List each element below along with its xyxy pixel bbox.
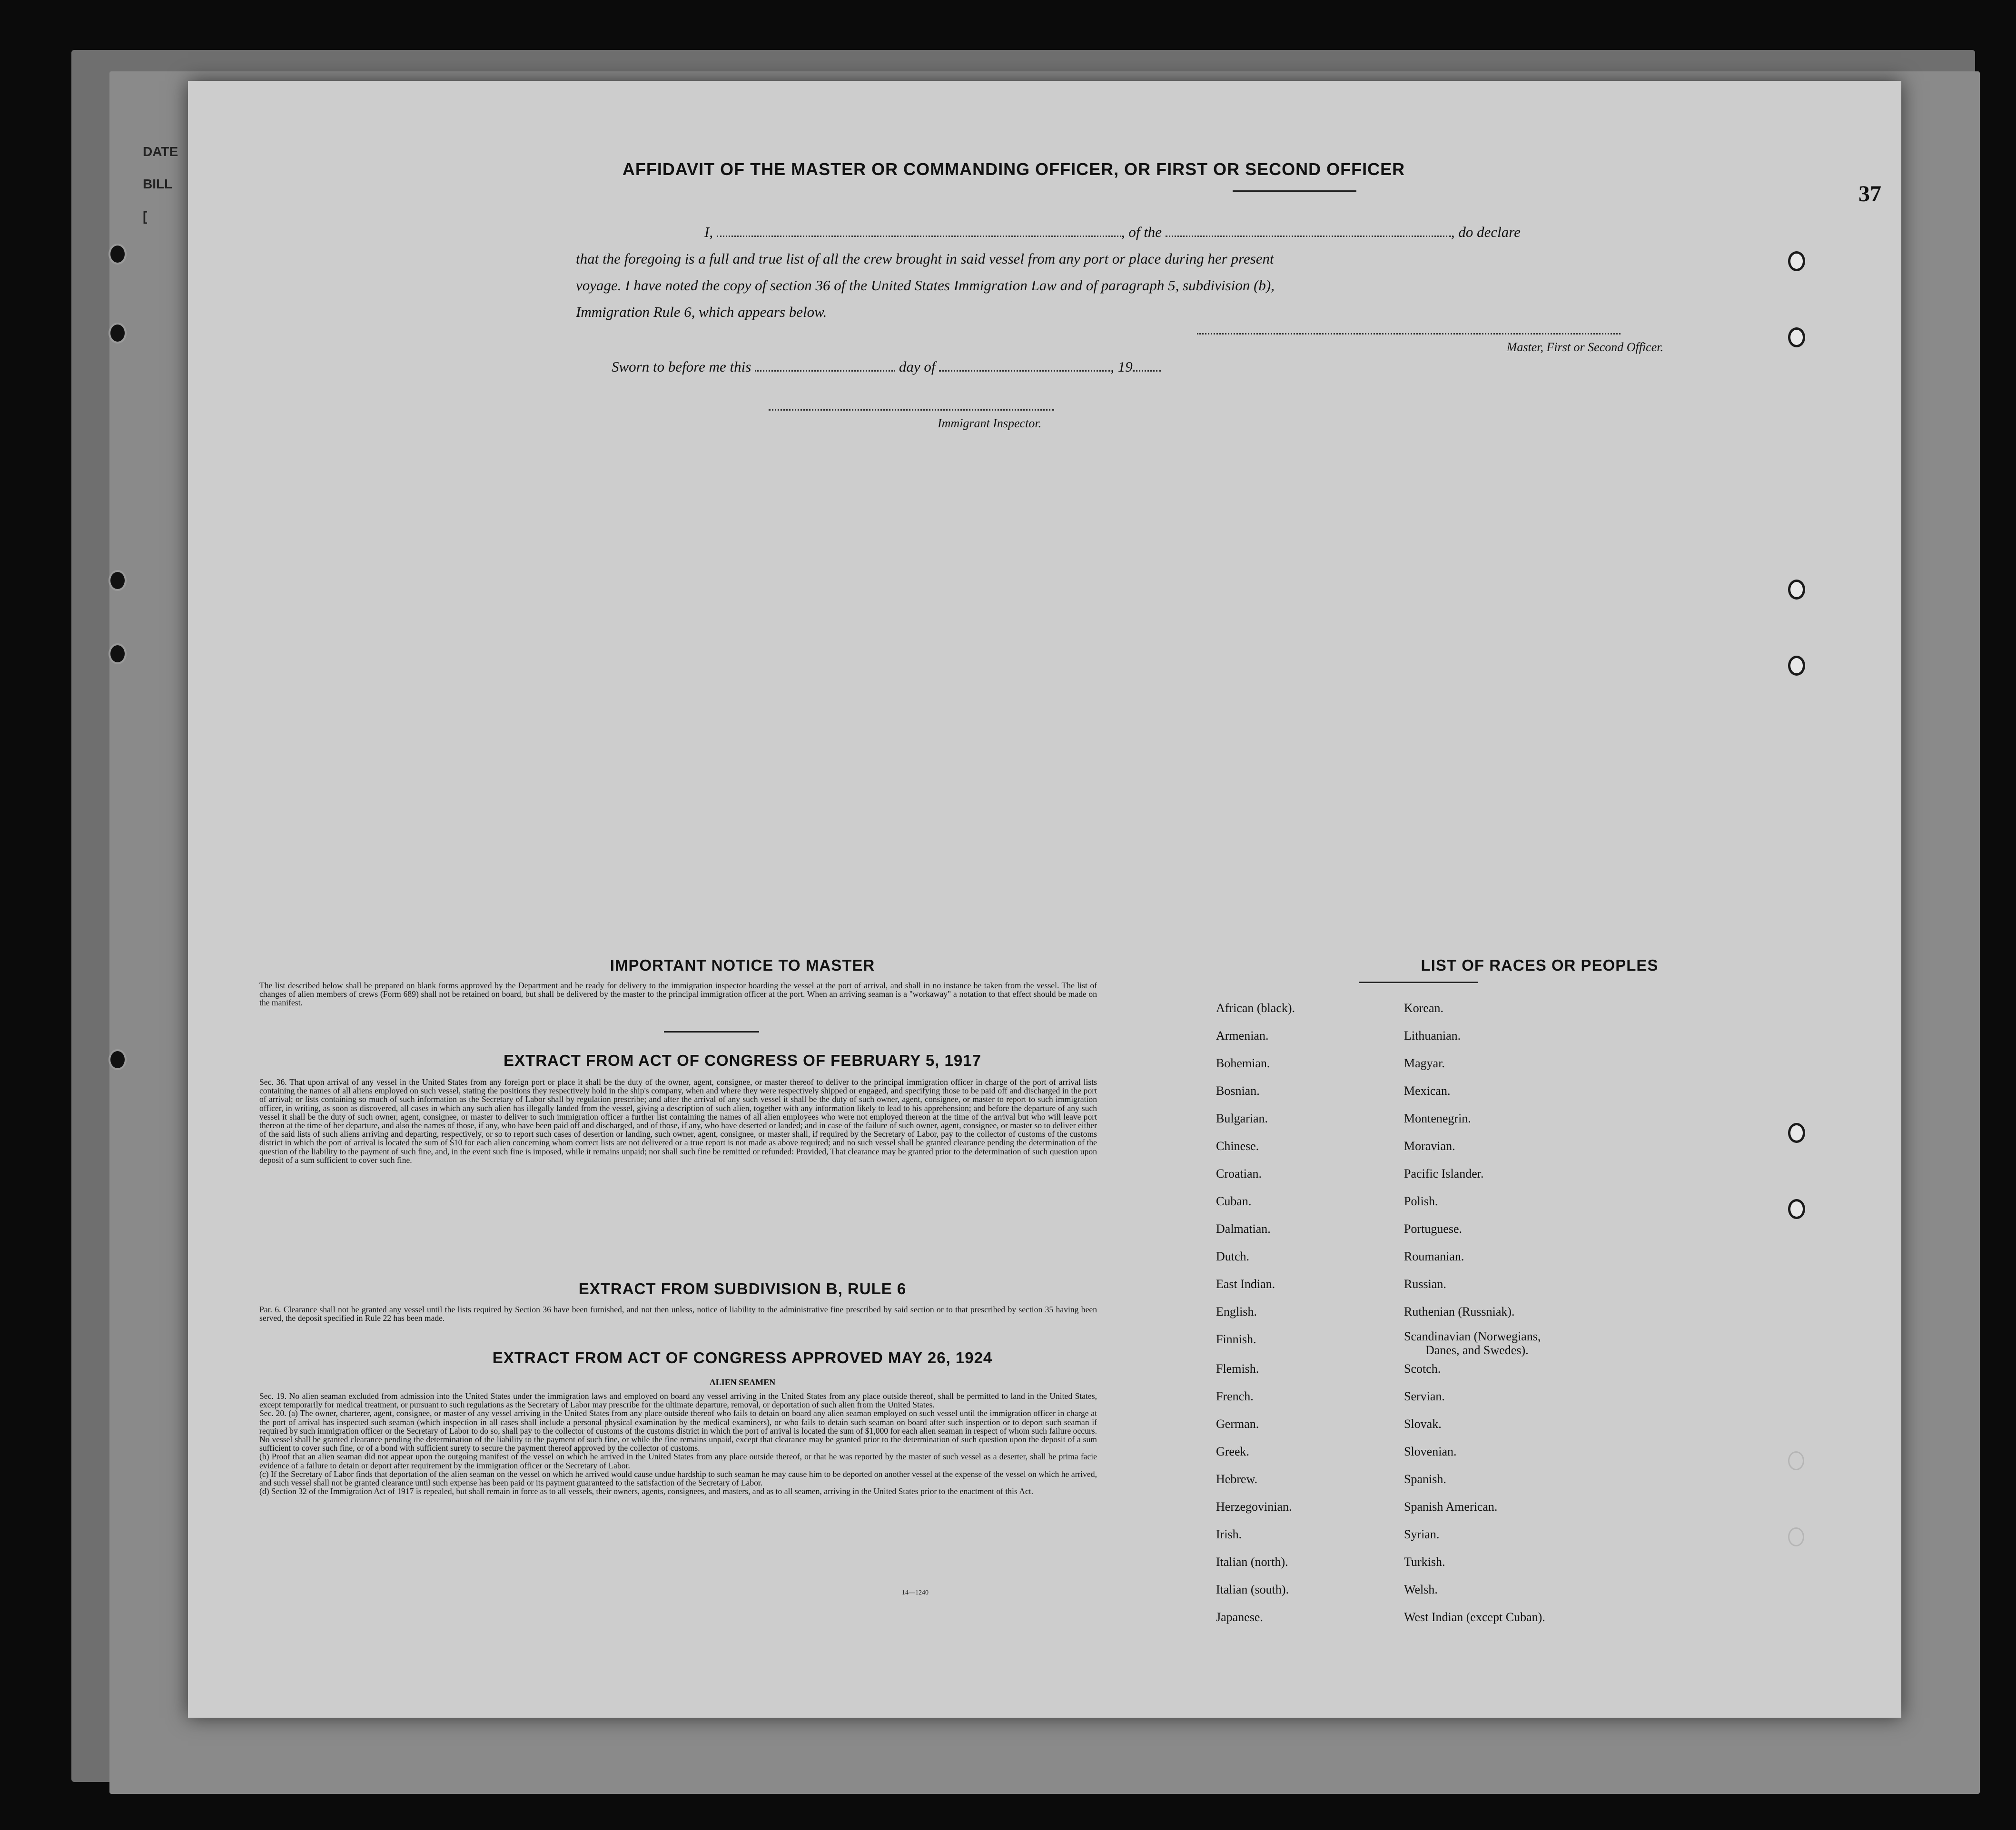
affidavit-line-4: Immigration Rule 6, which appears below.: [576, 304, 827, 320]
race-item: Syrian.: [1404, 1527, 1440, 1541]
extract-1917-text: Sec. 36. That upon arrival of any vessel in the United States from any foreign port or place it shall be the duty of the owner, agent, consignee, or master thereof to deliver to the principal immigration officer in charge of the port of arrival lists containing the names of all aliens employed on such vessel, stating the positions they respectively hold in the ship's company, when and where they were respectively shipped or engaged, and specifying those to be paid off and discharged in the port of arrival; or lists containing so much of such information as the Secretary of Labor shall by regulation prescribe; and after the arrival of any such vessel it shall be the duty of such owner, agent, consignee, or master to report to such immigration officer, in writing, as soon as discovered, all cases in which any such alien has illegally landed from the vessel, giving a description of such alien, together with any information likely to lead to his apprehension; and before the departure of any such vessel it shall be the duty of such owner, agent, consignee, or master to deliver to such immigration officer a further list containing the names of all alien employees who were not employed thereon at the time of the arrival but who will leave port thereon at the time of her departure, and also the names of those, if any, who have been paid off and discharged, and of those, if any, who have deserted or landed; and in case of the failure of such owner, agent, consignee, or master so to deliver either of the said lists of such aliens arriving and departing, respectively, or so to report such cases of desertion or landing, such owner, agent, consignee, or master shall, if required by the Secretary of Labor, pay to the collector of customs of the customs district in which the port of arrival is located the sum of $10 for each alien concerning whom correct lists are not delivered or a true report is not made as above required; and no such vessel shall be granted clearance pending the determination of the question of the liability to the payment of such fine, and, in the event such fine is imposed, while it remains unpaid; nor shall such fine be remitted or refunded: Provided, That clearance may be granted prior to the determination of such question upon deposit of a sum sufficient to cover such fine.: [259, 1077, 1097, 1165]
sec-19: Sec. 19. No alien seaman excluded from admission into the United States under the immigration laws and employed on board any vessel arriving in the United States from any place outside thereof, shall be permitted to land in the United States, except temporarily for medical treatment, or pursuant to such regulations as the Secretary of Labor may prescribe for the ultimate departure, removal, or deportation of such alien from the United States.: [259, 1391, 1097, 1410]
sec-20a: Sec. 20. (a) The owner, charterer, agent, consignee, or master of any vessel arriving in the United States from any place outside thereof who fails to detain on board any alien seaman employed on such vessel until the immigration officer in charge at the port of arrival has inspected such seaman (which inspection in all cases shall include a personal physical examination by the medical examiners), or who fails to detain such seaman on board after such inspection or to deport such seaman if required by such immigration officer or the Secretary of Labor to do so, shall pay to the collector of customs of the customs district in which the port of arrival is located the sum of $1,000 for each alien seaman in respect of whom such failure occurs. No vessel shall be granted clearance pending the determination of the liability to the payment of such fine, or while the fine remains unpaid, except that clearance may be granted prior to the determination of such question upon the deposit of a sum sufficient to cover such fine, or of a bond with sufficient surety to secure the payment thereof approved by the collector of customs.: [259, 1408, 1097, 1453]
notice-title: IMPORTANT NOTICE TO MASTER: [610, 956, 875, 974]
sec-20b: (b) Proof that an alien seaman did not appear upon the outgoing manifest of the vessel on which he arrived in the United States from any place outside thereof, or that he was reported by the master of such vessel as a deserter, shall be prima facie evidence of a failure to detain or deport after requirement by the immigration officer or the Secretary of Labor.: [259, 1452, 1097, 1470]
race-item: Korean.: [1404, 1001, 1444, 1015]
race-item-continuation: Danes, and Swedes).: [1425, 1343, 1529, 1357]
race-item: Slovenian.: [1404, 1445, 1457, 1458]
race-item: English.: [1216, 1305, 1257, 1318]
affidavit-title: AFFIDAVIT OF THE MASTER OR COMMANDING OFFICER, OR FIRST OR SECOND OFFICER: [622, 159, 1405, 179]
affidavit-line-1: I, , of the , do declare: [576, 219, 1680, 246]
race-item: Spanish American.: [1404, 1500, 1498, 1514]
race-item: Russian.: [1404, 1277, 1446, 1291]
race-item: Welsh.: [1404, 1583, 1438, 1596]
race-item: Turkish.: [1404, 1555, 1445, 1569]
left-margin-stamp: [143, 136, 178, 233]
page-number: 37: [1858, 181, 1881, 207]
race-item: Scandinavian (Norwegians,: [1404, 1329, 1541, 1343]
title-rule: [1233, 190, 1356, 192]
signature-caption: Master, First or Second Officer.: [1506, 340, 1663, 354]
binder-hole-icon: [1788, 1527, 1804, 1546]
binder-hole-icon: [1788, 327, 1805, 347]
extract-1917-title: EXTRACT FROM ACT OF CONGRESS OF FEBRUARY 5, 1917: [504, 1052, 981, 1069]
race-item: Ruthenian (Russniak).: [1404, 1305, 1515, 1318]
race-item: Italian (south).: [1216, 1583, 1289, 1596]
race-item: West Indian (except Cuban).: [1404, 1610, 1545, 1624]
extract-1924-title: EXTRACT FROM ACT OF CONGRESS APPROVED MAY 26, 1924: [492, 1349, 993, 1367]
race-item: Moravian.: [1404, 1139, 1455, 1153]
inspector-line: [769, 409, 1054, 411]
race-item: Hebrew.: [1216, 1472, 1258, 1486]
race-item: Bulgarian.: [1216, 1112, 1268, 1125]
race-item: African (black).: [1216, 1001, 1295, 1015]
races-title: LIST OF RACES OR PEOPLES: [1421, 956, 1659, 974]
inspector-caption: Immigrant Inspector.: [938, 416, 1042, 430]
race-item: Herzegovinian.: [1216, 1500, 1292, 1514]
binder-hole-icon: [109, 1049, 127, 1070]
race-item: Bosnian.: [1216, 1084, 1260, 1098]
race-item: Armenian.: [1216, 1029, 1269, 1043]
race-item: Irish.: [1216, 1527, 1242, 1541]
binder-hole-icon: [1788, 1123, 1805, 1143]
binder-hole-icon: [1788, 1199, 1805, 1219]
race-item: Dutch.: [1216, 1250, 1250, 1263]
binder-hole-icon: [109, 244, 127, 265]
race-item: Portuguese.: [1404, 1222, 1463, 1236]
race-item: Polish.: [1404, 1194, 1438, 1208]
race-item: Chinese.: [1216, 1139, 1259, 1153]
race-item: Slovak.: [1404, 1417, 1442, 1431]
race-item: Montenegrin.: [1404, 1112, 1471, 1125]
affidavit-body: [576, 219, 1680, 325]
race-item: Roumanian.: [1404, 1250, 1464, 1263]
binder-hole-icon: [109, 570, 127, 591]
binder-hole-icon: [1788, 1451, 1804, 1470]
race-item: German.: [1216, 1417, 1259, 1431]
notice-text: The list described below shall be prepared on blank forms approved by the Department and be ready for delivery to the immigration inspector boarding the vessel at the port of arrival, and shall in no instance be taken from the vessel. The list of changes of alien members of crews (Form 689) shall not be retained on board, but shall be delivered by the master to the principal immigration officer at the port. When an arriving seaman is a "workaway" a notation to that effect should be made on the manifest.: [259, 981, 1097, 1008]
manifest-page: [188, 81, 1901, 1718]
extract-1924-text: [259, 1392, 1097, 1495]
race-item: Cuban.: [1216, 1194, 1252, 1208]
race-item: Flemish.: [1216, 1362, 1259, 1376]
race-item: Scotch.: [1404, 1362, 1441, 1376]
sec-20c: (c) If the Secretary of Labor finds that deportation of the alien seaman on the vessel on which he arrived would cause undue hardship to such seaman he may cause him to be deported on another vessel at the expense of the vessel on which he arrived, and such vessel shall not be granted clearance until such expense has been paid or its payment guaranteed to the satisfaction of the Secretary of Labor.: [259, 1469, 1097, 1488]
extract-1924-subtitle: ALIEN SEAMEN: [709, 1377, 776, 1387]
race-item: Greek.: [1216, 1445, 1250, 1458]
race-item: Dalmatian.: [1216, 1222, 1271, 1236]
stamp-line-3: [: [143, 209, 148, 224]
affidavit-line-3: voyage. I have noted the copy of section 36 of the United States Immigration Law and of paragraph 5, subdivision (b),: [576, 277, 1275, 294]
stamp-line-2: BILL: [143, 177, 173, 191]
race-item: Italian (north).: [1216, 1555, 1288, 1569]
race-item: Croatian.: [1216, 1167, 1262, 1181]
sec-20d: (d) Section 32 of the Immigration Act of 1917 is repealed, but shall remain in force as to all vessels, their owners, agents, consignees, and masters, and as to all seamen, arriving in the United States prior to the enactment of this Act.: [259, 1486, 1034, 1496]
vessel-blank: [1166, 222, 1451, 237]
binder-hole-icon: [1788, 580, 1805, 600]
extract-rule6-text: Par. 6. Clearance shall not be granted any vessel until the lists required by Section 36 have been furnished, and not then unless, notice of liability to the administrative fine prescribed by said section or to that prescribed by section 35 having been served, the deposit specified in Rule 22 has been made.: [259, 1305, 1097, 1323]
form-number: 14—1240: [902, 1589, 929, 1596]
race-item: Finnish.: [1216, 1332, 1256, 1346]
binder-hole-icon: [109, 643, 127, 664]
signature-line: [1197, 333, 1621, 335]
race-item: Lithuanian.: [1404, 1029, 1461, 1043]
name-blank: [717, 222, 1121, 237]
binder-hole-icon: [1788, 656, 1805, 676]
race-item: Magyar.: [1404, 1056, 1445, 1070]
race-item: Servian.: [1404, 1389, 1445, 1403]
race-item: Bohemian.: [1216, 1056, 1270, 1070]
race-item: French.: [1216, 1389, 1254, 1403]
race-item: Mexican.: [1404, 1084, 1451, 1098]
binder-hole-icon: [1788, 251, 1805, 271]
race-item: Japanese.: [1216, 1610, 1263, 1624]
binder-hole-icon: [109, 323, 127, 344]
extract-rule6-title: EXTRACT FROM SUBDIVISION B, RULE 6: [578, 1280, 907, 1298]
race-item: East Indian.: [1216, 1277, 1275, 1291]
race-item: Pacific Islander.: [1404, 1167, 1484, 1181]
sworn-line: Sworn to before me this day of , 19: [612, 357, 1161, 375]
stamp-line-1: DATE: [143, 144, 178, 159]
race-item: Spanish.: [1404, 1472, 1446, 1486]
affidavit-line-2: that the foregoing is a full and true list of all the crew brought in said vessel from any port or place during her present: [576, 250, 1274, 267]
